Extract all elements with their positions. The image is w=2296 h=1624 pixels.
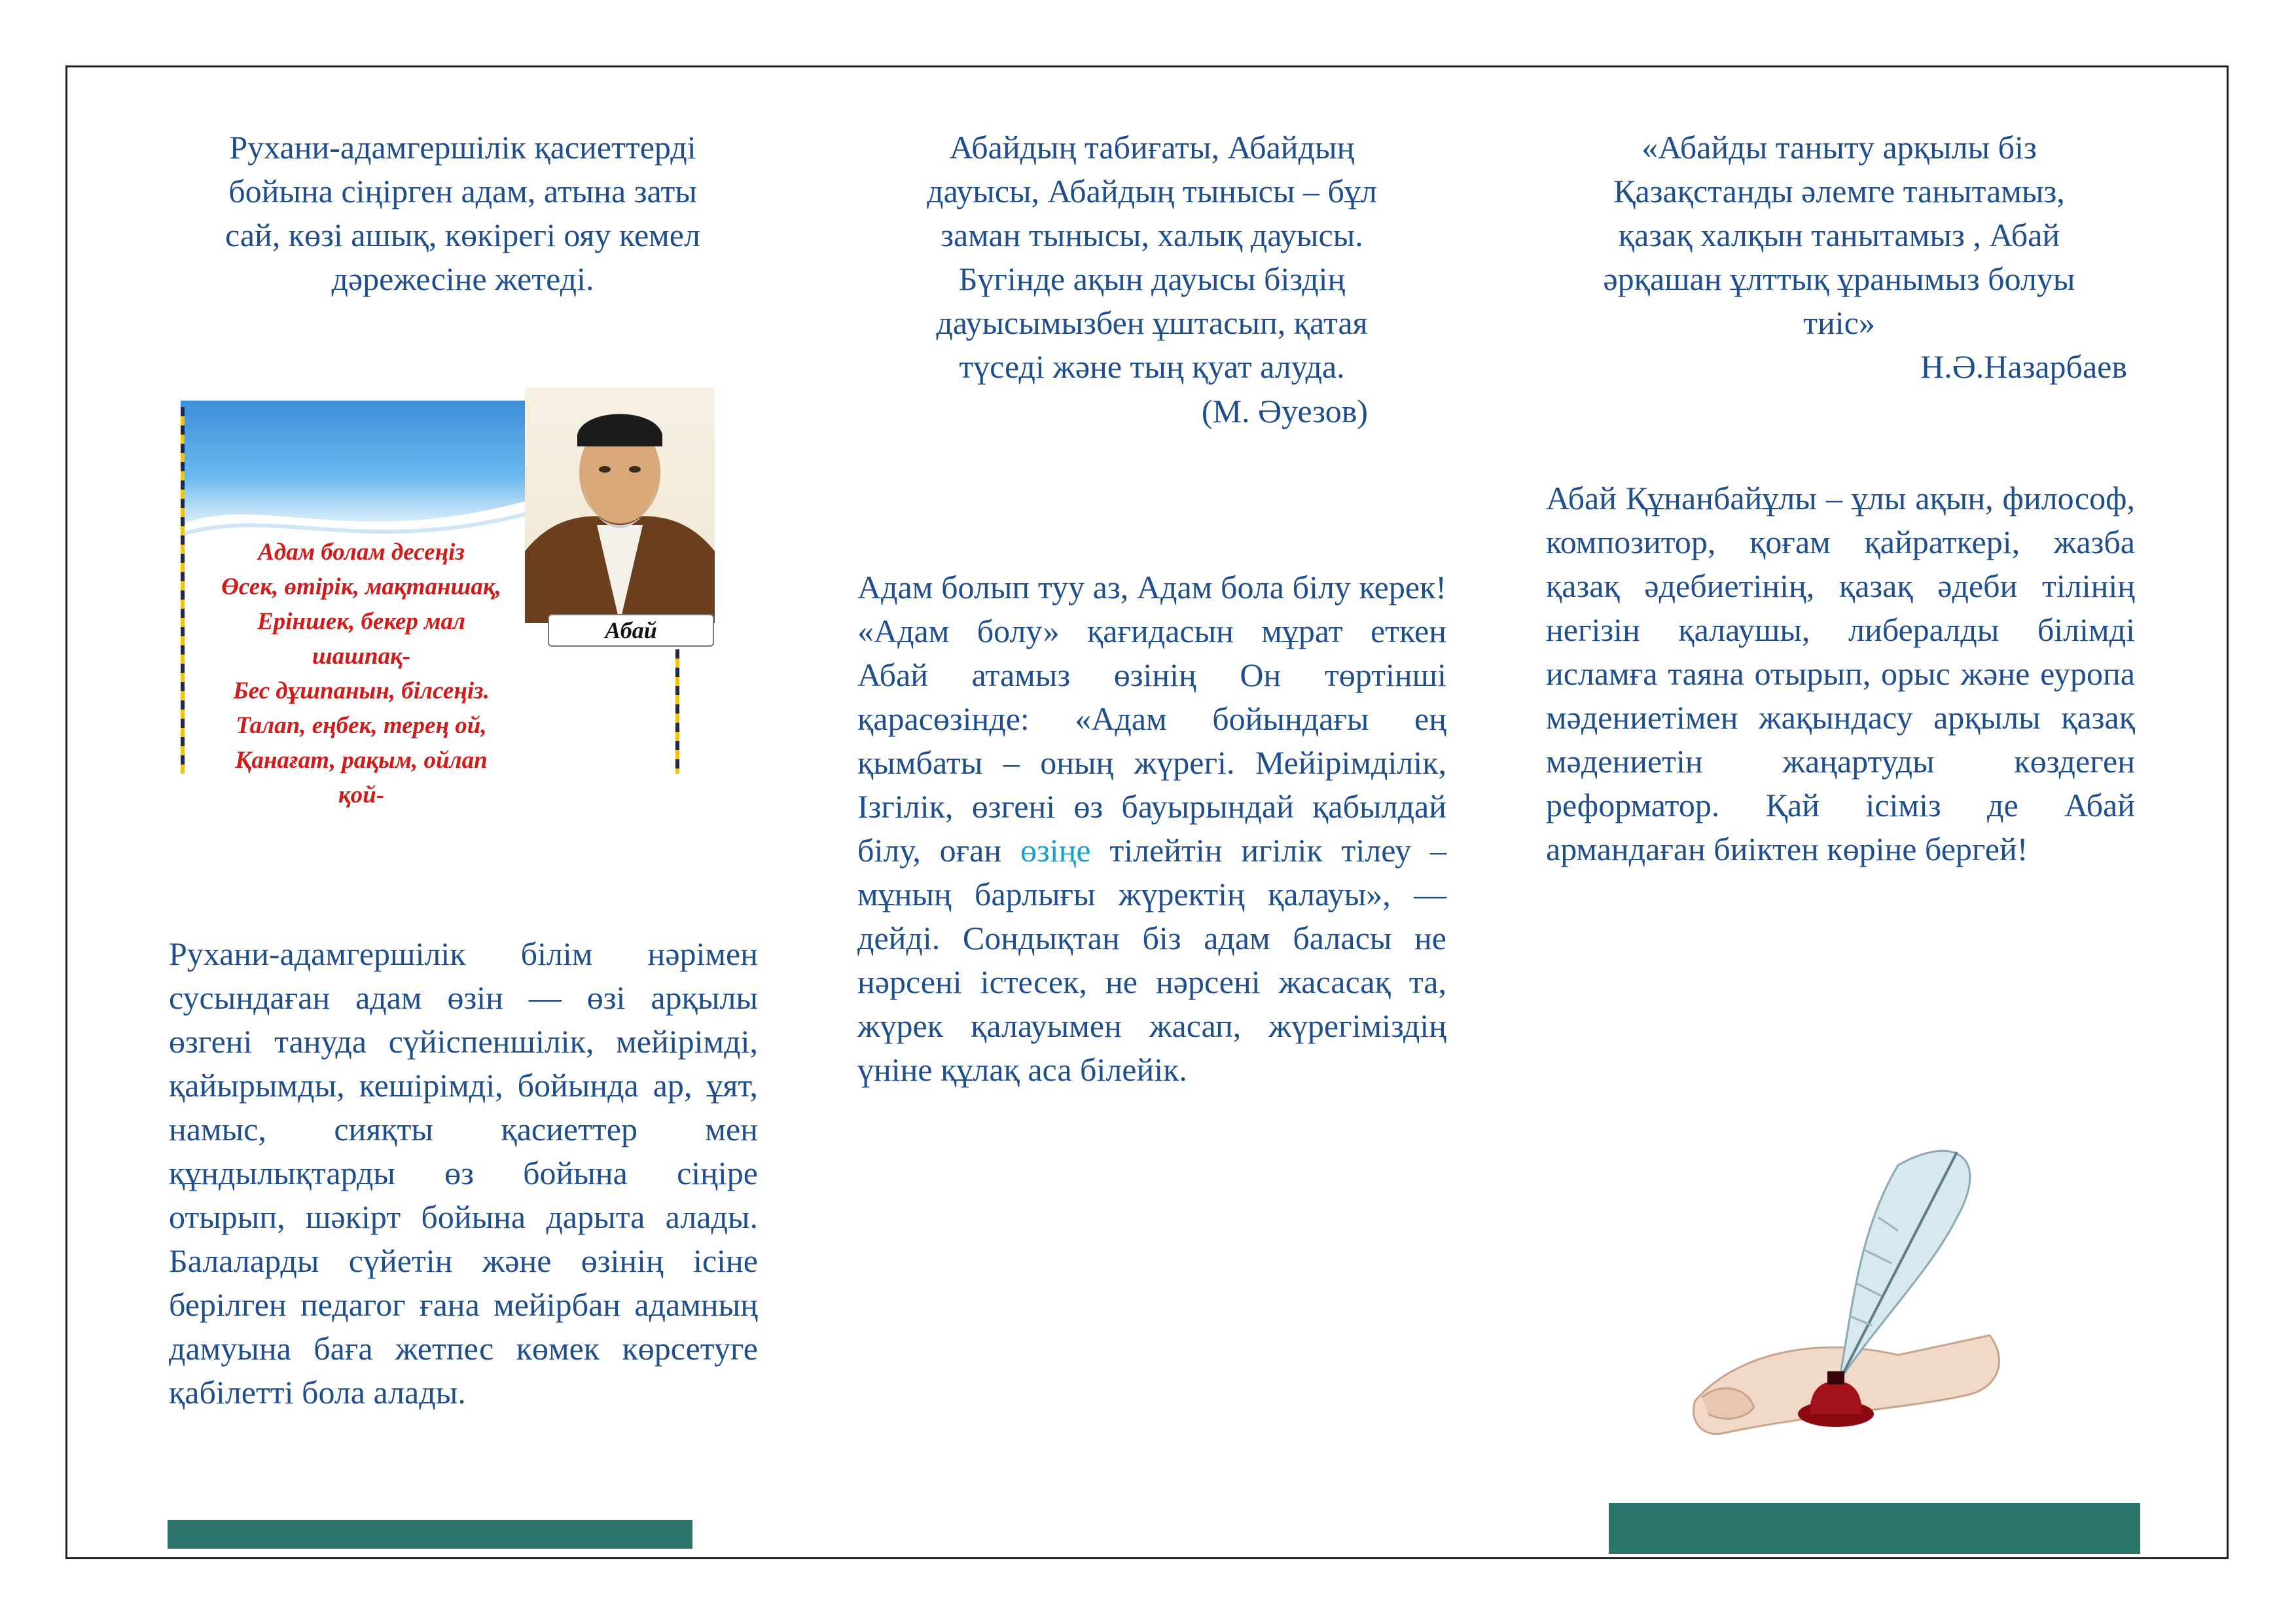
col2-quote-line: Бүгінде ақын дауысы біздің <box>958 261 1346 297</box>
col2-quote-author: (М. Әуезов) <box>1201 393 1368 429</box>
portrait-name-tag: Абай <box>548 614 714 647</box>
col1-footer-bar <box>168 1520 692 1549</box>
col2-quote-line: Абайдың табиғаты, Абайдың <box>949 129 1355 166</box>
col2-quote <box>857 126 1446 389</box>
poem-line: Бес дұшпанын, білсеңіз. <box>233 677 490 704</box>
col3-quote-line: Қазақстанды әлемге танытамыз, <box>1613 173 2065 209</box>
rope-right <box>675 649 679 774</box>
poem-line: Адам болам десеңіз <box>258 539 465 566</box>
col3-quote-author: Н.Ә.Назарбаев <box>1920 348 2127 385</box>
col1-body: Рухани-адамгершілік білім нәрімен сусындаған адам өзін — өзі арқылы өзгені тануда сүйіспеншілік, мейірімді, қайырымды, кешірімді, бойында ар, ұят, намыс, сияқты қасиеттер мен құндылықтарды өз бойына сіңіре отырып, шәкірт бойына дарыта алады. Балаларды сүйетін және өзінің ісіне берілген педагог ғана мейірбан адамның дамуына баға жетпес көмек көрсетуге қабілетті бола алады. <box>169 935 758 1411</box>
abai-poem <box>178 535 545 812</box>
col2-body-highlight: өзіңе <box>1020 832 1091 869</box>
col2-quote-line: түседі және тың қуат алуда. <box>959 348 1345 385</box>
col2-quote-line: дауысы, Абайдың тынысы – бұл <box>927 173 1377 209</box>
col3-quote-line: қазақ халқын танытамыз , Абай <box>1618 217 2060 253</box>
poem-line: Талап, еңбек, терең ой, <box>236 712 487 739</box>
col1-intro-line: дәрежесіне жетеді. <box>331 261 594 297</box>
col2-body-text: Адам болып туу аз, Адам бола білу керек! «Адам болу» қағидасын мұрат еткен Абай атамыз өзінің Он төртінші қарасөзінде: «Адам бойындағы ең қымбаты – оның жүрегі. Мейірімділік, Ізгілік, өзгені өз бауырындай қабылдай білу, оған <box>857 569 1446 869</box>
col1-intro-line: сай, көзі ашық, көкірегі ояу кемел <box>225 217 700 253</box>
col1-intro-line: Рухани-адамгершілік қасиеттерді <box>229 129 696 166</box>
poem-line: Өсек, өтірік, мақтаншақ, <box>221 573 501 600</box>
poem-line: қой- <box>338 782 385 808</box>
col3-quote <box>1545 126 2134 345</box>
abai-portrait <box>525 388 715 623</box>
col3-quote-line: «Абайды таныту арқылы біз <box>1641 129 2037 166</box>
col3-quote-line: тиіс» <box>1803 304 1875 341</box>
poem-line: Еріншек, бекер мал <box>257 608 466 635</box>
col1-intro-line: бойына сіңірген адам, атына заты <box>228 173 697 209</box>
poem-line: Қанағат, рақым, ойлап <box>235 747 488 774</box>
col2-body-text: тілейтін игілік тілеу – мұның барлығы жүректің қалауы», — дейді. Сондықтан біз адам баласы не нәрсені істесек, не нәрсені жасасақ та, жүрек қалауымен жасап, жүрегіміздің үніне құлақ аса білейік. <box>857 832 1447 1088</box>
col1-intro <box>171 126 754 301</box>
col3-quote-line: әрқашан ұлттық ұранымыз болуы <box>1603 261 2075 297</box>
col2-quote-line: заман тынысы, халық дауысы. <box>941 217 1363 253</box>
col2-quote-line: дауысымызбен ұштасып, қатая <box>936 304 1368 341</box>
col2-body <box>857 566 1446 1092</box>
col3-body: Абай Құнанбайұлы – ұлы ақын, философ, композитор, қоғам қайраткері, жазба қазақ әдебиетінің, қазақ әдеби тілінің негізін қалаушы, либералды білімді исламға таяна отырып, орыс және еуропа мәдениетімен жақындасу арқылы қазақ мәдениетін жаңартуды көздеген реформатор. Қай ісіміз де Абай армандаған биіктен көріне бергей! <box>1546 480 2135 867</box>
poem-line: шашпақ- <box>312 643 411 670</box>
quill-inkwell-icon <box>1682 1139 2022 1447</box>
col3-footer-bar <box>1609 1503 2140 1554</box>
abai-poem-image <box>178 388 715 813</box>
